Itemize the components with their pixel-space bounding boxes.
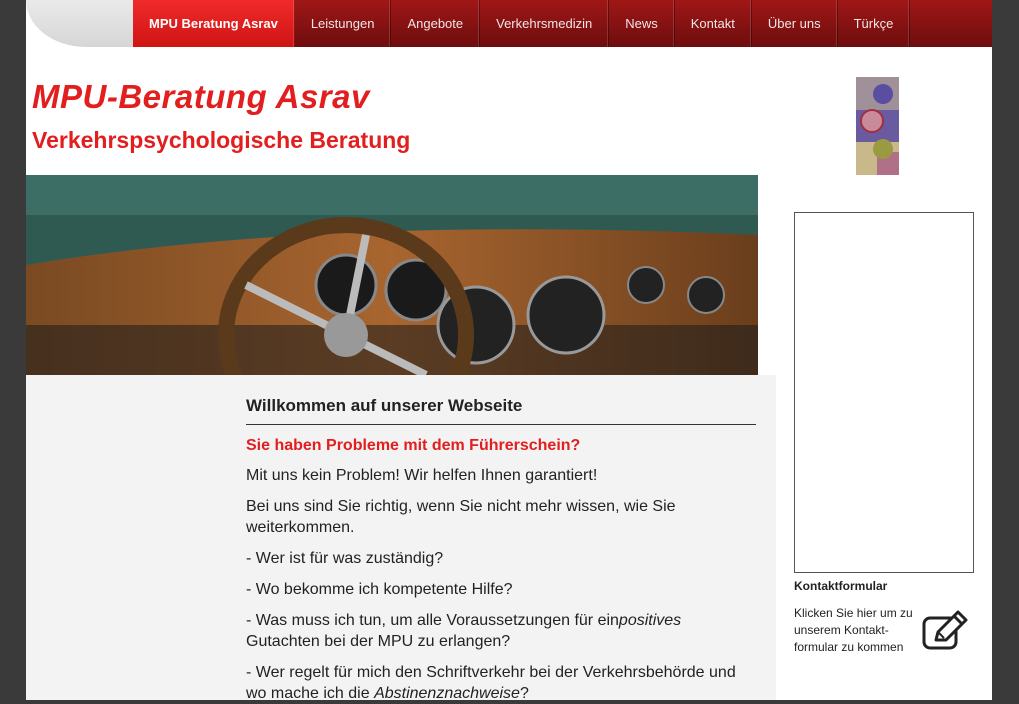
paragraph-5-emphasis: positives [618,612,682,629]
nav-item-tuerkce[interactable]: Türkçe [838,0,911,47]
page [26,0,992,700]
main-navigation [26,0,992,47]
paragraph-6-text: - Wer regelt für mich den Schriftverkehr bei der Verkehrsbehörde und wo mache ich die [246,664,736,702]
nav-item-ueber-uns[interactable]: Über uns [752,0,838,47]
nav-bar [133,0,992,47]
paragraph-3: - Wer ist für was zuständig? [246,550,444,567]
site-subtitle: Verkehrspsychologische Beratung [32,127,411,153]
logo-icon[interactable] [856,77,899,175]
paragraph-2: Bei uns sind Sie richtig, wenn Sie nicht mehr wissen, wie Sie weiterkommen. [246,498,676,536]
contact-form-link-text[interactable]: Klicken Sie hier um zu unserem Kontakt-formular zu kommen [794,606,913,654]
paragraph-5-text: - Was muss ich tun, um alle Voraussetzungen für ein [246,612,619,629]
site-title[interactable]: MPU-Beratung Asrav [32,78,370,115]
paragraph-4: - Wo bekomme ich kompetente Hilfe? [246,581,513,598]
paragraph-6 [246,662,756,704]
paragraph-5 [246,610,756,652]
paragraph-1: Mit uns kein Problem! Wir helfen Ihnen garantiert! [246,467,598,484]
nav-item-home[interactable]: MPU Beratung Asrav [133,0,295,47]
paragraph-6-text-end: ? [519,685,529,702]
nav-item-news[interactable]: News [609,0,675,47]
hero-image-dashboard [26,175,758,375]
main-content [246,396,756,704]
nav-item-angebote[interactable]: Angebote [391,0,480,47]
nav-item-verkehrsmedizin[interactable]: Verkehrsmedizin [480,0,609,47]
problem-subheading: Sie haben Probleme mit dem Führerschein? [246,437,581,454]
sidebar-ad-box[interactable] [794,212,974,573]
nav-item-leistungen[interactable]: Leistungen [295,0,392,47]
paragraph-6-emphasis: Abstinenznachweise [374,685,520,702]
nav-decoration [26,0,146,47]
edit-form-icon[interactable] [922,610,968,652]
nav-item-kontakt[interactable]: Kontakt [675,0,752,47]
contact-form-heading: Kontaktformular [794,579,888,593]
welcome-heading: Willkommen auf unserer Webseite [246,396,756,425]
paragraph-5-text-end: Gutachten bei der MPU zu erlangen? [246,633,511,650]
